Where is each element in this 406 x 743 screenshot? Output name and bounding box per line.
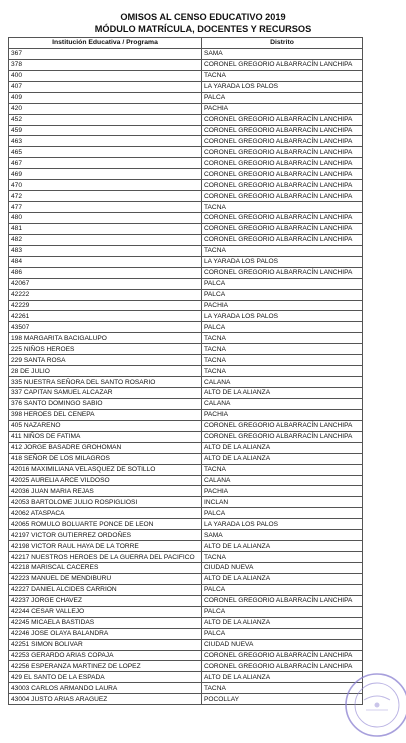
district-cell: PALCA	[202, 508, 363, 519]
table-row	[9, 48, 363, 59]
institution-cell: 484	[9, 256, 202, 267]
district-cell: ALTO DE LA ALIANZA	[202, 672, 363, 683]
institution-cell: 42261	[9, 311, 202, 322]
table-body	[9, 48, 363, 704]
institution-cell: 42245 MICAELA BASTIDAS	[9, 617, 202, 628]
institution-cell: 225 NIÑOS HEROES	[9, 344, 202, 355]
district-cell: ALTO DE LA ALIANZA	[202, 541, 363, 552]
district-cell: ALTO DE LA ALIANZA	[202, 388, 363, 399]
institution-cell: 42256 ESPERANZA MARTINEZ DE LOPEZ	[9, 661, 202, 672]
table-row	[9, 563, 363, 574]
table-row	[9, 409, 363, 420]
institution-cell: 400	[9, 70, 202, 81]
institution-cell: 409	[9, 92, 202, 103]
institution-cell: 483	[9, 245, 202, 256]
table-row	[9, 377, 363, 388]
table-row	[9, 300, 363, 311]
institution-cell: 482	[9, 234, 202, 245]
table-row	[9, 639, 363, 650]
institution-cell: 42253 GERARDO ARIAS COPAJA	[9, 650, 202, 661]
table-row	[9, 519, 363, 530]
table-row	[9, 508, 363, 519]
district-cell: PACHIA	[202, 300, 363, 311]
table-row	[9, 278, 363, 289]
table-row	[9, 92, 363, 103]
district-cell: SAMA	[202, 530, 363, 541]
document-title: OMISOS AL CENSO EDUCATIVO 2019	[120, 12, 286, 22]
omissions-table	[8, 37, 363, 705]
district-cell: TACNA	[202, 70, 363, 81]
institution-cell: 43507	[9, 322, 202, 333]
table-row	[9, 322, 363, 333]
institution-cell: 480	[9, 213, 202, 224]
table-row	[9, 289, 363, 300]
district-cell: CORONEL GREGORIO ALBARRACÍN LANCHIPA	[202, 158, 363, 169]
district-cell: TACNA	[202, 366, 363, 377]
table-row	[9, 683, 363, 694]
district-cell: CORONEL GREGORIO ALBARRACÍN LANCHIPA	[202, 147, 363, 158]
institution-cell: 337 CAPITAN SAMUEL ALCAZAR	[9, 388, 202, 399]
institution-cell: 407	[9, 81, 202, 92]
table-row	[9, 59, 363, 70]
district-cell: TACNA	[202, 344, 363, 355]
district-cell: SAMA	[202, 48, 363, 59]
district-cell: CALANA	[202, 475, 363, 486]
district-cell: CORONEL GREGORIO ALBARRACÍN LANCHIPA	[202, 223, 363, 234]
table-row	[9, 267, 363, 278]
district-cell: INCLAN	[202, 497, 363, 508]
district-cell: PACHIA	[202, 103, 363, 114]
district-cell: CORONEL GREGORIO ALBARRACÍN LANCHIPA	[202, 431, 363, 442]
institution-cell: 42025 AURELIA ARCE VILDOSO	[9, 475, 202, 486]
institution-cell: 465	[9, 147, 202, 158]
table-row	[9, 81, 363, 92]
institution-cell: 42036 JUAN MARIA REJAS	[9, 486, 202, 497]
institution-cell: 42065 ROMULO BOLUARTE PONCE DE LEON	[9, 519, 202, 530]
district-cell: PALCA	[202, 322, 363, 333]
institution-cell: 472	[9, 191, 202, 202]
table-row	[9, 431, 363, 442]
district-cell: PALCA	[202, 289, 363, 300]
district-cell: TACNA	[202, 464, 363, 475]
institution-cell: 42223 MANUEL DE MENDIBURU	[9, 573, 202, 584]
table-row	[9, 180, 363, 191]
institution-cell: 405 NAZARENO	[9, 420, 202, 431]
table-row	[9, 147, 363, 158]
table-row	[9, 202, 363, 213]
institution-cell: 42227 DANIEL ALCIDES CARRION	[9, 584, 202, 595]
institution-cell: 42217 NUESTROS HEROES DE LA GUERRA DEL PACIFICO	[9, 552, 202, 563]
column-header-institution: Institución Educativa / Programa	[9, 38, 202, 49]
district-cell: CIUDAD NUEVA	[202, 639, 363, 650]
district-cell: CORONEL GREGORIO ALBARRACÍN LANCHIPA	[202, 169, 363, 180]
institution-cell: 42062 ATASPACA	[9, 508, 202, 519]
district-cell: CORONEL GREGORIO ALBARRACÍN LANCHIPA	[202, 114, 363, 125]
institution-cell: 42222	[9, 289, 202, 300]
document-subtitle: MÓDULO MATRÍCULA, DOCENTES Y RECURSOS	[94, 24, 312, 34]
table-row	[9, 398, 363, 409]
district-cell: CORONEL GREGORIO ALBARRACÍN LANCHIPA	[202, 191, 363, 202]
table-row	[9, 114, 363, 125]
institution-cell: 477	[9, 202, 202, 213]
table-row	[9, 169, 363, 180]
district-cell: ALTO DE LA ALIANZA	[202, 453, 363, 464]
table-row	[9, 694, 363, 705]
district-cell: PACHIA	[202, 409, 363, 420]
district-cell: CORONEL GREGORIO ALBARRACÍN LANCHIPA	[202, 125, 363, 136]
district-cell: CALANA	[202, 377, 363, 388]
district-cell: LA YARADA LOS PALOS	[202, 256, 363, 267]
table-row	[9, 125, 363, 136]
table-row	[9, 213, 363, 224]
institution-cell: 42067	[9, 278, 202, 289]
table-row	[9, 70, 363, 81]
district-cell: LA YARADA LOS PALOS	[202, 81, 363, 92]
column-header-district: Distrito	[202, 38, 363, 49]
district-cell: TACNA	[202, 245, 363, 256]
official-stamp-icon	[342, 670, 406, 740]
table-row	[9, 103, 363, 114]
table-row	[9, 541, 363, 552]
district-cell: ALTO DE LA ALIANZA	[202, 442, 363, 453]
district-cell: LA YARADA LOS PALOS	[202, 519, 363, 530]
table-row	[9, 366, 363, 377]
table-row	[9, 552, 363, 563]
table-row	[9, 256, 363, 267]
district-cell: TACNA	[202, 683, 363, 694]
institution-cell: 198 MARGARITA BACIGALUPO	[9, 333, 202, 344]
district-cell: TACNA	[202, 355, 363, 366]
institution-cell: 229 SANTA ROSA	[9, 355, 202, 366]
table-row	[9, 453, 363, 464]
table-row	[9, 530, 363, 541]
institution-cell: 420	[9, 103, 202, 114]
district-cell: TACNA	[202, 202, 363, 213]
district-cell: CORONEL GREGORIO ALBARRACÍN LANCHIPA	[202, 234, 363, 245]
table-row	[9, 617, 363, 628]
institution-cell: 335 NUESTRA SEÑORA DEL SANTO ROSARIO	[9, 377, 202, 388]
district-cell: ALTO DE LA ALIANZA	[202, 573, 363, 584]
institution-cell: 42237 JORGE CHAVEZ	[9, 595, 202, 606]
district-cell: CORONEL GREGORIO ALBARRACÍN LANCHIPA	[202, 136, 363, 147]
institution-cell: 463	[9, 136, 202, 147]
institution-cell: 42246 JOSE OLAYA BALANDRA	[9, 628, 202, 639]
institution-cell: 42251 SIMON BOLIVAR	[9, 639, 202, 650]
table-row	[9, 475, 363, 486]
district-cell: PALCA	[202, 92, 363, 103]
institution-cell: 459	[9, 125, 202, 136]
table-row	[9, 650, 363, 661]
institution-cell: 429 EL SANTO DE LA ESPADA	[9, 672, 202, 683]
institution-cell: 42198 VICTOR RAUL HAYA DE LA TORRE	[9, 541, 202, 552]
institution-cell: 42244 CESAR VALLEJO	[9, 606, 202, 617]
table-row	[9, 628, 363, 639]
institution-cell: 42229	[9, 300, 202, 311]
institution-cell: 469	[9, 169, 202, 180]
institution-cell: 467	[9, 158, 202, 169]
district-cell: PALCA	[202, 606, 363, 617]
district-cell: POCOLLAY	[202, 694, 363, 705]
district-cell: CORONEL GREGORIO ALBARRACÍN LANCHIPA	[202, 213, 363, 224]
table-row	[9, 442, 363, 453]
institution-cell: 367	[9, 48, 202, 59]
table-row	[9, 595, 363, 606]
table-row	[9, 191, 363, 202]
institution-cell: 418 SEÑOR DE LOS MILAGROS	[9, 453, 202, 464]
institution-cell: 42197 VICTOR GUTIERREZ ORDOÑES	[9, 530, 202, 541]
table-row	[9, 420, 363, 431]
institution-cell: 43004 JUSTO ARIAS ARAGUEZ	[9, 694, 202, 705]
district-cell: LA YARADA LOS PALOS	[202, 311, 363, 322]
table-row	[9, 333, 363, 344]
district-cell: CORONEL GREGORIO ALBARRACÍN LANCHIPA	[202, 420, 363, 431]
table-row	[9, 136, 363, 147]
district-cell: ALTO DE LA ALIANZA	[202, 617, 363, 628]
table-row	[9, 388, 363, 399]
table-row	[9, 158, 363, 169]
table-row	[9, 344, 363, 355]
institution-cell: 470	[9, 180, 202, 191]
institution-cell: 376 SANTO DOMINGO SABIO	[9, 398, 202, 409]
institution-cell: 42218 MARISCAL CACERES	[9, 563, 202, 574]
district-cell: CORONEL GREGORIO ALBARRACÍN LANCHIPA	[202, 59, 363, 70]
table-row	[9, 606, 363, 617]
table-header-row	[9, 38, 363, 49]
table-row	[9, 486, 363, 497]
table-row	[9, 464, 363, 475]
institution-cell: 486	[9, 267, 202, 278]
table-row	[9, 573, 363, 584]
district-cell: TACNA	[202, 552, 363, 563]
institution-cell: 452	[9, 114, 202, 125]
district-cell: CALANA	[202, 398, 363, 409]
table-row	[9, 245, 363, 256]
district-cell: CORONEL GREGORIO ALBARRACÍN LANCHIPA	[202, 267, 363, 278]
district-cell: CORONEL GREGORIO ALBARRACÍN LANCHIPA	[202, 595, 363, 606]
table-row	[9, 584, 363, 595]
institution-cell: 481	[9, 223, 202, 234]
district-cell: CORONEL GREGORIO ALBARRACÍN LANCHIPA	[202, 661, 363, 672]
institution-cell: 42016 MAXIMILIANA VELASQUEZ DE SOTILLO	[9, 464, 202, 475]
district-cell: PALCA	[202, 628, 363, 639]
district-cell: PALCA	[202, 584, 363, 595]
table-row	[9, 661, 363, 672]
table-row	[9, 311, 363, 322]
institution-cell: 43003 CARLOS ARMANDO LAURA	[9, 683, 202, 694]
table-row	[9, 497, 363, 508]
district-cell: CORONEL GREGORIO ALBARRACÍN LANCHIPA	[202, 180, 363, 191]
district-cell: CORONEL GREGORIO ALBARRACÍN LANCHIPA	[202, 650, 363, 661]
district-cell: PALCA	[202, 278, 363, 289]
institution-cell: 378	[9, 59, 202, 70]
district-cell: PACHIA	[202, 486, 363, 497]
institution-cell: 28 DE JULIO	[9, 366, 202, 377]
institution-cell: 42053 BARTOLOME JULIO ROSPIGLIOSI	[9, 497, 202, 508]
table-row	[9, 355, 363, 366]
institution-cell: 412 JORGE BASADRE GROHOMAN	[9, 442, 202, 453]
table-row	[9, 672, 363, 683]
table-row	[9, 223, 363, 234]
institution-cell: 411 NIÑOS DE FATIMA	[9, 431, 202, 442]
table-row	[9, 234, 363, 245]
district-cell: TACNA	[202, 333, 363, 344]
district-cell: CIUDAD NUEVA	[202, 563, 363, 574]
institution-cell: 398 HEROES DEL CENEPA	[9, 409, 202, 420]
